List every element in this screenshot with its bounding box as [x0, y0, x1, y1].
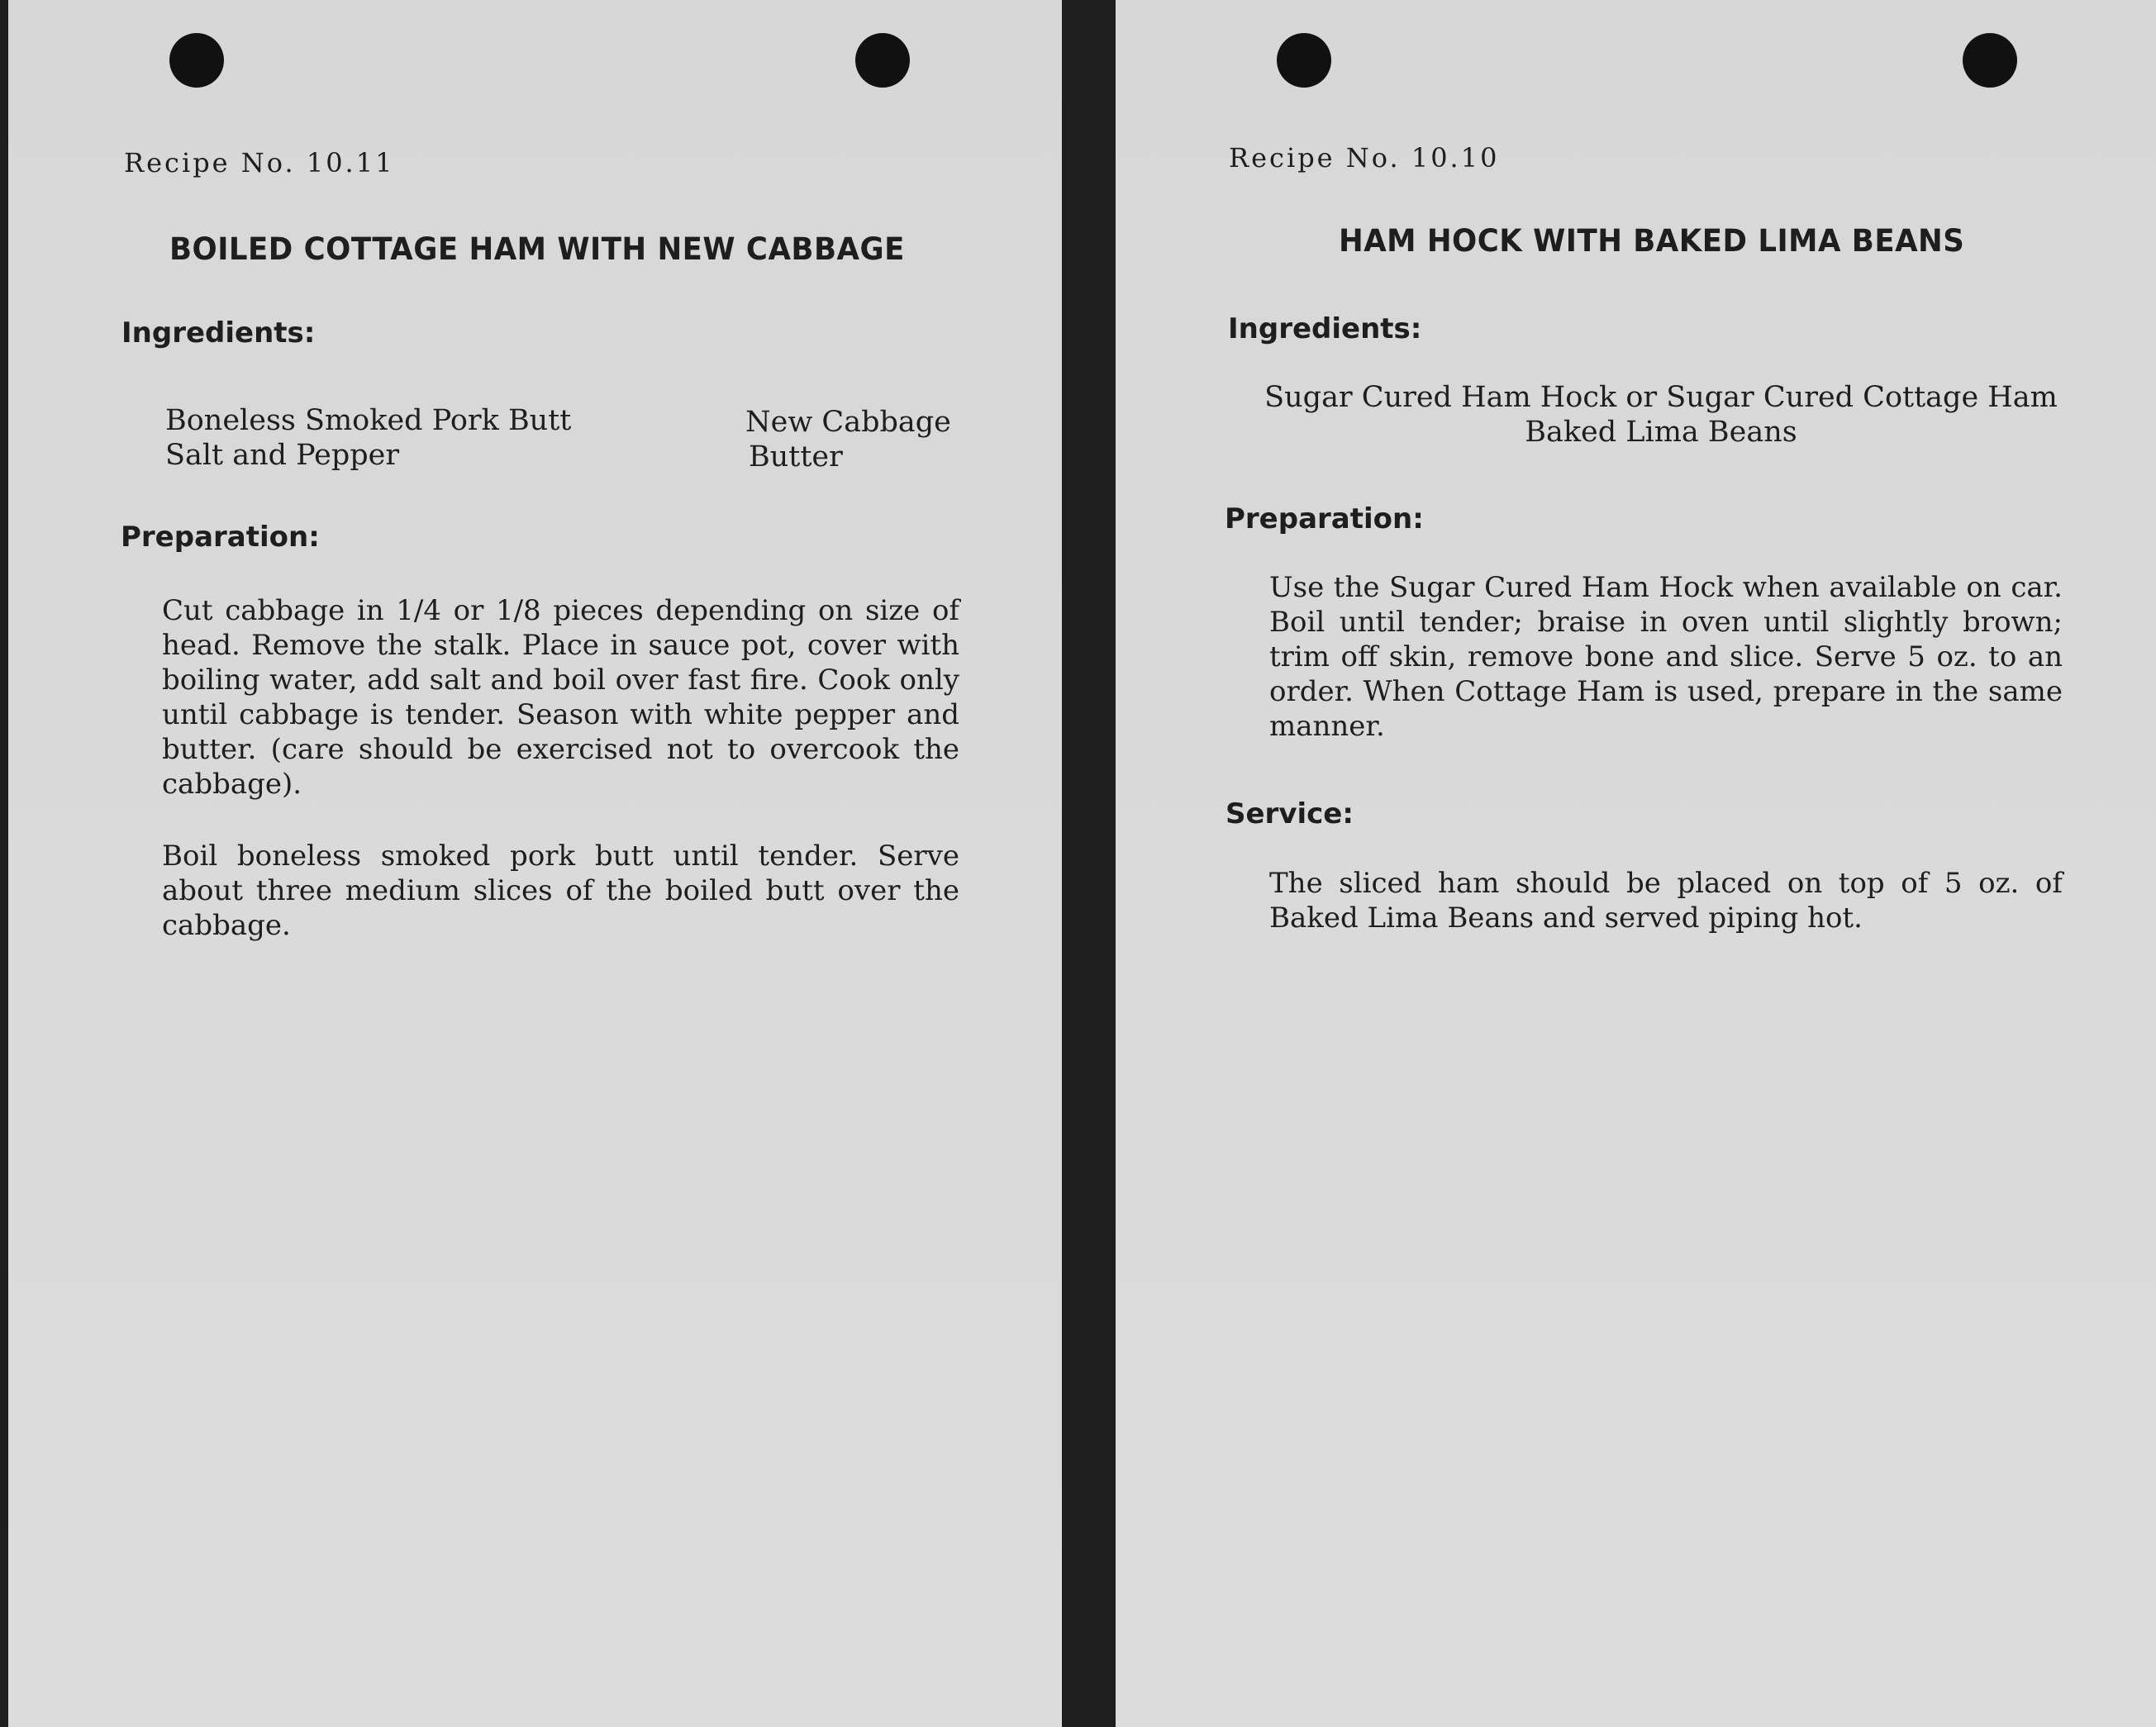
ingredient-item: Salt and Pepper [165, 439, 400, 472]
punch-hole-right [855, 33, 910, 88]
punch-hole-left [1277, 33, 1331, 88]
ingredient-item: Butter [749, 440, 843, 473]
recipe-card-10-11 [8, 0, 1062, 1727]
ingredient-item: Baked Lima Beans [1525, 416, 1797, 449]
ingredients-heading: Ingredients: [1228, 312, 1422, 345]
preparation-paragraph: Use the Sugar Cured Ham Hock when available on car. Boil until tender; braise in oven until slightly brown; trim off skin, remove bone and slice. Serve 5 oz. to an order. When Cottage Ham is used, prepare in the same manner. [1269, 571, 2063, 743]
preparation-paragraph: Boil boneless smoked pork butt until tender. Serve about three medium slices of the boiled butt over the cabbage. [162, 840, 959, 942]
recipe-number: Recipe No. 10.10 [1229, 142, 1500, 174]
recipe-card-10-10 [1116, 0, 2156, 1727]
recipe-number: Recipe No. 10.11 [124, 147, 395, 178]
punch-hole-left [169, 33, 224, 88]
ingredient-item: New Cabbage [745, 406, 951, 439]
recipe-title: HAM HOCK WITH BAKED LIMA BEANS [1339, 223, 1965, 259]
preparation-heading: Preparation: [121, 521, 320, 554]
service-heading: Service: [1226, 797, 1354, 830]
ingredients-heading: Ingredients: [121, 316, 316, 350]
preparation-heading: Preparation: [1225, 502, 1424, 535]
ingredient-item: Sugar Cured Ham Hock or Sugar Cured Cottage Ham [1264, 381, 2058, 414]
punch-hole-right [1963, 33, 2017, 88]
preparation-paragraph: Cut cabbage in 1/4 or 1/8 pieces depending on size of head. Remove the stalk. Place in sauce pot, cover with boiling water, add salt and boil over fast fire. Cook only until cabbage is tender. Season with white pepper and butter. (care should be exercised not to overcook the cabbage). [162, 594, 959, 801]
ingredient-item: Boneless Smoked Pork Butt [165, 404, 572, 437]
service-paragraph: The sliced ham should be placed on top of 5 oz. of Baked Lima Beans and served piping hot. [1269, 867, 2063, 935]
recipe-title: BOILED COTTAGE HAM WITH NEW CABBAGE [169, 231, 905, 267]
